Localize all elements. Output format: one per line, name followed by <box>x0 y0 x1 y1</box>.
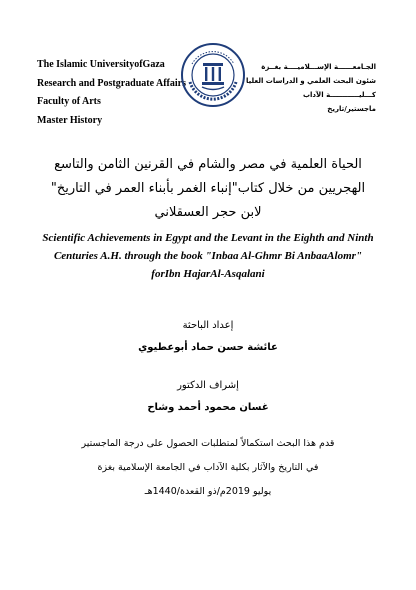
submission-date: يوليو 2019م/ذو القعدة/1440هـ <box>144 486 272 497</box>
submission-note-line1: قدم هذا البحث استكمالاً لمتطلبات الحصول على درجة الماجستير <box>81 438 335 449</box>
arabic-header <box>246 60 376 116</box>
author-name: عائشة حسن حماد أبوعطيوي <box>138 342 278 353</box>
affairs-ar: شئون البحث العلمي و الدراسات العليا <box>246 77 376 85</box>
english-header <box>37 56 186 130</box>
supervisor-name: غسان محمود أحمد وشاح <box>147 402 269 413</box>
submission-note-line2: في التاريخ والآثار بكلية الآداب في الجامعة الإسلامية بغزة <box>97 462 319 473</box>
university-name-en: The Islamic UniversityofGaza <box>37 59 165 70</box>
title-ar-line1: الحياة العلمية في مصر والشام في القرنين الثامن والتاسع <box>54 157 362 172</box>
program-en: Master History <box>37 114 103 126</box>
affairs-en: Research and Postgraduate Affairs <box>37 77 186 89</box>
program-ar: ماجستير/تاريخ <box>327 105 376 113</box>
title-en-line2: Centuries A.H. through the book "Inbaa Al-Ghmr Bi AnbaaAlomr" <box>53 250 363 262</box>
title-en-line3: forIbn HajarAl-Asqalani <box>151 268 265 280</box>
title-ar-line3: لابن حجر العسقلاني <box>154 205 262 220</box>
faculty-ar: كـــليــــــــــــة الآداب <box>303 91 376 99</box>
title-en-line1: Scientific Achievements in Egypt and the Levant in the Eighth and Ninth <box>42 232 374 244</box>
university-name-ar: الجـامعــــــة الإســـلاميــــة بغــزة <box>261 63 376 71</box>
faculty-en: Faculty of Arts <box>37 96 101 107</box>
university-seal-logo <box>180 42 246 108</box>
author-label: إعداد الباحثة <box>182 320 234 331</box>
title-ar-line2: الهجريين من خلال كتاب"إنباء الغمر بأبناء العمر في التاريخ" <box>50 181 366 196</box>
supervisor-label: إشراف الدكتور <box>177 380 239 391</box>
